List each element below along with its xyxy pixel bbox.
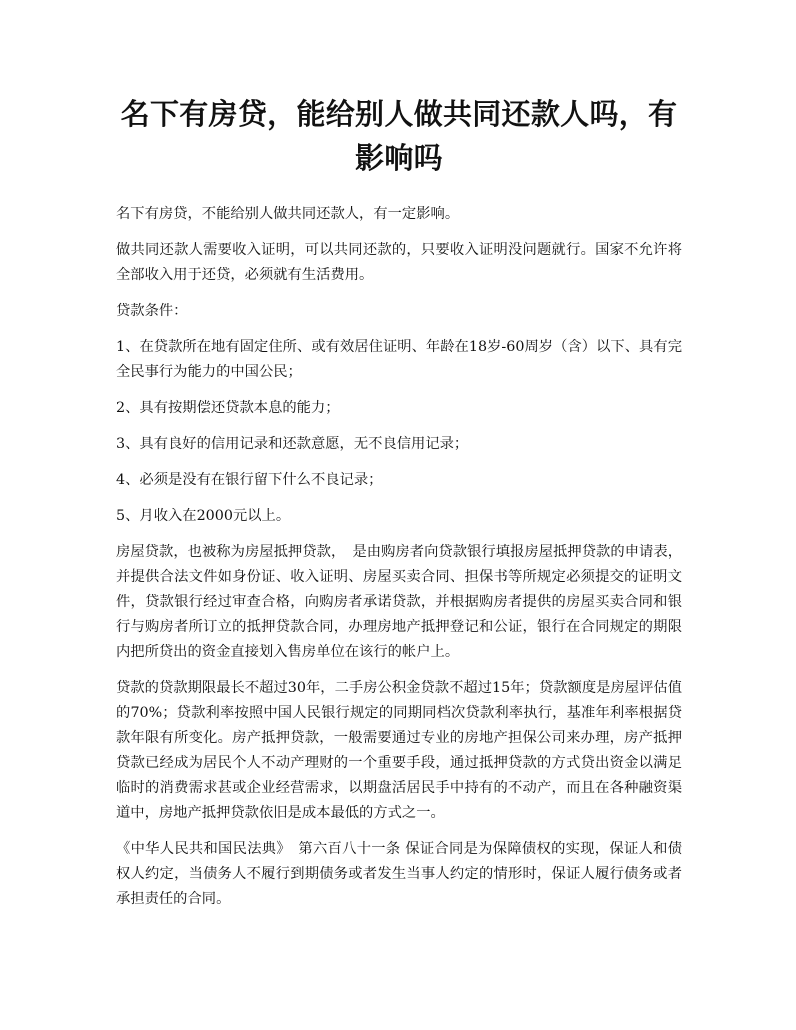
- paragraph-income-proof: 做共同还款人需要收入证明，可以共同还款的，只要收入证明没问题就行。国家不允许将全部收入用于还贷，必须就有生活费用。: [116, 242, 682, 283]
- paragraph-condition-3: 3、具有良好的信用记录和还款意愿，无不良信用记录；: [116, 436, 469, 452]
- paragraph-loan-terms: 贷款的贷款期限最长不超过30年，二手房公积金贷款不超过15年；贷款额度是房屋评估值的70%；贷款利率按照中国人民银行规定的同期同档次贷款利率执行，基准年利率根据贷款年限有所变化。房产抵押贷款，一般需要通过专业的房地产担保公司来办理，房产抵押贷款已经成为居民个人不动产理财的一个重要手段，通过抵押贷款的方式贷出资金以满足临时的消费需求甚或企业经营需求，以期盘活居民手中持有的不动产，而且在各种融资渠道中，房地产抵押贷款依旧是成本最低的方式之一。: [116, 680, 682, 821]
- paragraph-mortgage-definition: 房屋贷款，也被称为房屋抵押贷款， 是由购房者向贷款银行填报房屋抵押贷款的申请表，并提供合法文件如身份证、收入证明、房屋买卖合同、担保书等所规定必须提交的证明文件，贷款银行经过审查合格，向购房者承诺贷款，并根据购房者提供的房屋买卖合同和银行与购房者所订立的抵押贷款合同，办理房地产抵押登记和公证，银行在合同规定的期限内把所贷出的资金直接划入售房单位在该行的帐户上。: [116, 544, 682, 660]
- document-title: 名下有房贷，能给别人做共同还款人吗，有影响吗: [120, 97, 678, 175]
- paragraph-condition-4: 4、必须是没有在银行留下什么不良记录；: [116, 472, 383, 488]
- paragraph-summary: 名下有房贷，不能给别人做共同还款人，有一定影响。: [116, 206, 460, 222]
- paragraph-civil-code: 《中华人民共和国民法典》 第六百八十一条 保证合同是为保障债权的实现，保证人和债权人约定，当债务人不履行到期债务或者发生当事人约定的情形时，保证人履行债务或者承担责任的合同。: [116, 841, 682, 907]
- paragraph-condition-1: 1、在贷款所在地有固定住所、或有效居住证明、年龄在18岁-60周岁（含）以下、具有完全民事行为能力的中国公民；: [116, 339, 682, 380]
- paragraph-condition-5: 5、月收入在2000元以上。: [116, 508, 291, 524]
- document-page: [116, 92, 682, 923]
- paragraph-loan-conditions-heading: 贷款条件：: [116, 303, 188, 319]
- paragraph-condition-2: 2、具有按期偿还贷款本息的能力；: [116, 400, 340, 416]
